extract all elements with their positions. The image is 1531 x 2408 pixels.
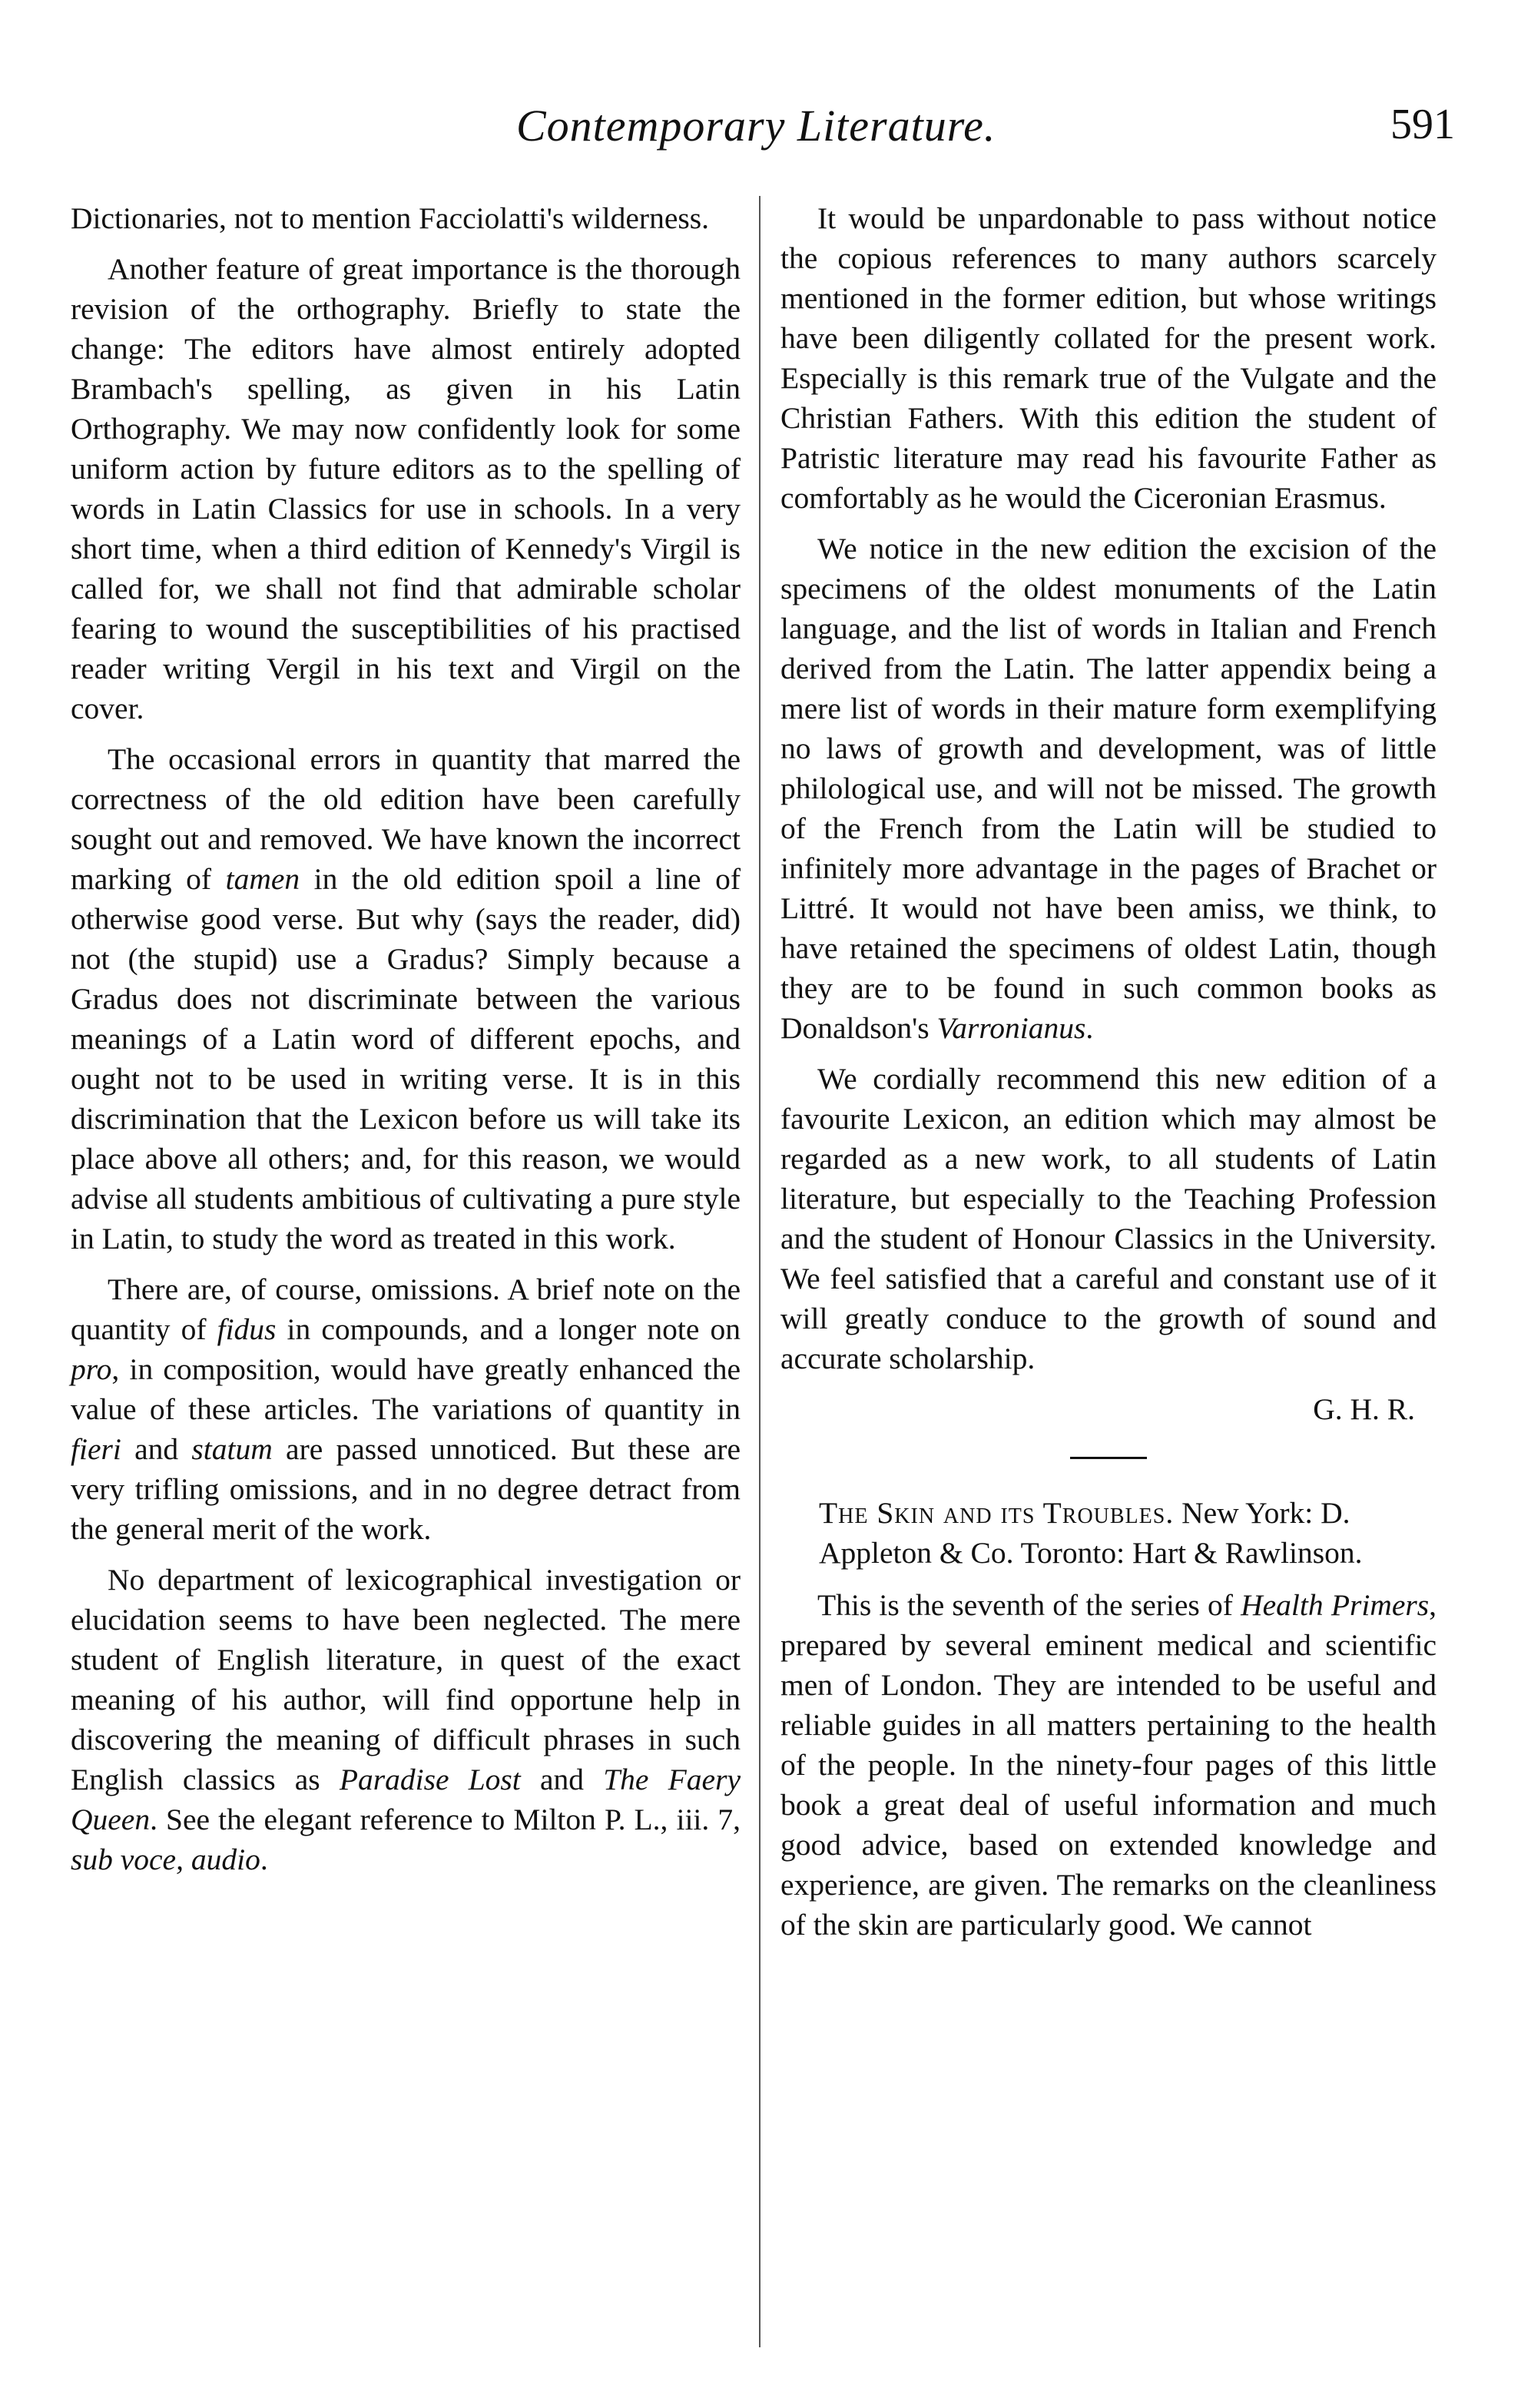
paragraph <box>780 198 1437 518</box>
italic-text: fieri <box>71 1432 121 1466</box>
paragraph <box>71 198 741 238</box>
text-run: in the old edition spoil a line of otherwise good verse. But why (says the reader, did) not (the stupid) use a Gradus? Simply because a Gradus does not discriminate between the various meanings of a Latin word of different epochs, and ought not to be used in writing verse. It is in this discrimination that the Lexicon before us will take its place above all others; and, for this reason, we would advise all students ambitious of cultivating a pure style in Latin, to study the word as treated in this work. <box>71 862 741 1255</box>
review-body <box>780 1585 1437 1945</box>
text-run: Another feature of great importance is the thorough revision of the orthography. Briefly to state the change: The editors have almost entirely adopted Brambach's spelling, as given in his Latin Orthography. We may now confidently look for some uniform action by future editors as to the spelling of words in Latin Classics for use in schools. In a very short time, when a third edition of Kennedy's Virgil is called for, we shall not find that admirable scholar fearing to wound the susceptibilities of his practised reader writing Vergil in his text and Virgil on the cover. <box>71 252 741 725</box>
text-run: It would be unpardonable to pass without notice the copious references to many authors scarcely mentioned in the former edition, but whose writings have been diligently collated for the present work. Especially is this remark true of the Vulgate and the Christian Fathers. With this edition the student of Patristic literature may read his favourite Father as comfortably as he would the Ciceronian Erasmus. <box>780 201 1437 515</box>
text-run: This is the seventh of the series of <box>817 1588 1241 1622</box>
italic-text: Health Primers <box>1241 1588 1430 1622</box>
italic-text: sub voce, audio <box>71 1842 260 1876</box>
text-run: . <box>260 1842 268 1876</box>
italic-text: Varronianus <box>936 1011 1086 1045</box>
italic-text: pro <box>71 1352 112 1386</box>
paragraph <box>71 1269 741 1549</box>
text-run: . <box>1085 1011 1094 1045</box>
text-run: . See the elegant reference to Milton P. L., iii. 7, <box>150 1803 741 1836</box>
paragraph <box>780 529 1437 1048</box>
text-run: We notice in the new edition the excision of the specimens of the oldest monuments of the Latin language, and the list of words in Italian and French derived from the Latin. The latter appendix being a mere list of words in their mature form exemplifying no laws of growth and development, was of little philological use, and will not be missed. The growth of the French from the Latin will be studied to infinitely more advantage in the pages of Brachet or Littré. It would not have been amiss, we think, to have retained the specimens of oldest Latin, though they are to be found in such common books as Donaldson's <box>780 532 1437 1045</box>
text-run: , prepared by several eminent medical and scientific men of London. They are intended to be useful and reliable guides in all matters pertaining to the health of the people. In the ninety-four pages of this little book a great deal of useful information and much good advice, based on extended knowledge and experience, are given. The remarks on the cleanliness of the skin are particularly good. We cannot <box>780 1588 1437 1942</box>
text-run: There are, of course, omissions. A brief note on the quantity of <box>71 1272 741 1346</box>
paragraph <box>71 739 741 1259</box>
text-run: , in composition, would have greatly enhanced the value of these articles. The variations of quantity in <box>71 1352 741 1426</box>
page-header <box>0 100 1531 169</box>
text-run: The occasional errors in quantity that marred the correctness of the old edition have been carefully sought out and removed. We have known the incorrect marking of <box>71 742 741 896</box>
section-rule <box>1070 1457 1147 1459</box>
paragraph <box>71 1560 741 1879</box>
column-divider <box>759 196 761 2347</box>
review-book-title: The Skin and its Troubles. <box>819 1496 1175 1530</box>
running-title: Contemporary Literature. <box>516 101 996 151</box>
review-paragraph <box>780 1585 1437 1945</box>
right-column <box>780 198 1437 1955</box>
text-run: and <box>520 1763 604 1796</box>
left-column <box>71 198 741 1890</box>
text-run: and <box>121 1432 192 1466</box>
text-run: are passed unnoticed. But these are very trifling omissions, and in no degree detract from the general merit of the work. <box>71 1432 741 1546</box>
italic-text: tamen <box>225 862 300 896</box>
text-run: Dictionaries, not to mention Facciolatti's wilderness. <box>71 201 709 235</box>
text-run: We cordially recommend this new edition of a favourite Lexicon, an edition which may almost be regarded as a new work, to all students of Latin literature, but especially to the Teaching Profession and the student of Honour Classics in the University. We feel satisfied that a careful and constant use of it will greatly conduce to the growth of sound and accurate scholarship. <box>780 1062 1437 1375</box>
text-run: in compounds, and a longer note on <box>276 1312 741 1346</box>
italic-text: fidus <box>217 1312 277 1346</box>
italic-text: Paradise Lost <box>339 1763 521 1796</box>
review-lexicon-continued <box>780 198 1437 1378</box>
page-number: 591 <box>1390 101 1455 148</box>
text-run: No department of lexicographical investigation or elucidation seems to have been neglected. The mere student of English literature, in quest of the exact meaning of his author, will find opportune help in discovering the meaning of difficult phrases in such English classics as <box>71 1563 741 1796</box>
paragraph <box>71 249 741 728</box>
review-heading <box>780 1493 1437 1573</box>
review-publisher: New York: D. Appleton & Co. Toronto: Hart & Rawlinson. <box>819 1496 1363 1570</box>
reviewer-signature: G. H. R. <box>1313 1392 1415 1426</box>
italic-text: The Faery Queen <box>71 1763 741 1836</box>
italic-text: statum <box>191 1432 273 1466</box>
paragraph <box>780 1059 1437 1378</box>
